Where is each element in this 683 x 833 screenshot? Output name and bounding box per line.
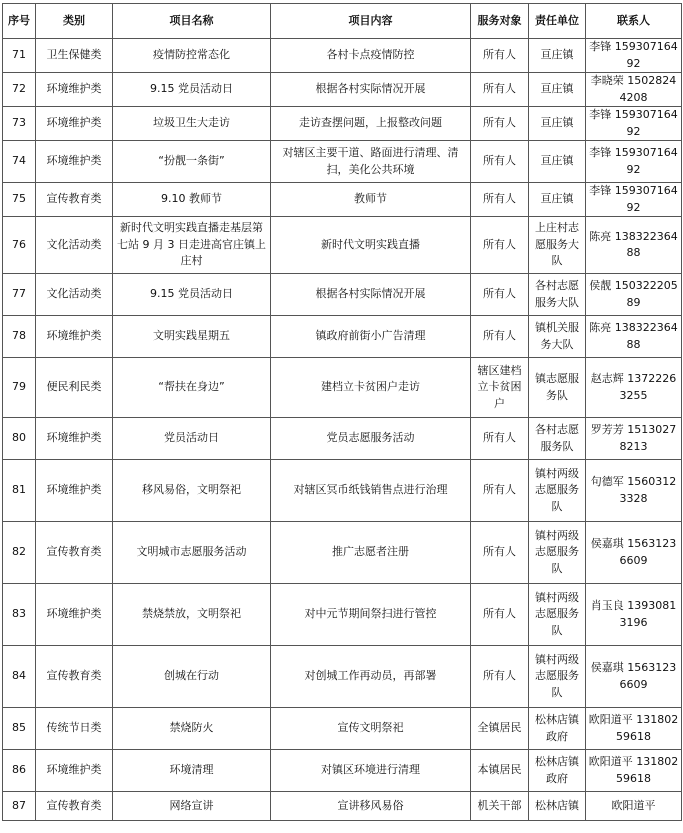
cell-contact: 肖玉良 13930813196 — [586, 584, 682, 646]
cell-service-target: 本镇居民 — [471, 750, 529, 792]
cell-category: 宣传教育类 — [36, 792, 113, 821]
cell-contact: 欧阳道平 13180259618 — [586, 708, 682, 750]
cell-no: 76 — [3, 217, 36, 274]
cell-project-content: 对辖区主要干道、路面进行清理、清扫，美化公共环境 — [271, 141, 471, 183]
cell-no: 85 — [3, 708, 36, 750]
table-row — [3, 750, 682, 792]
cell-no: 78 — [3, 316, 36, 358]
cell-contact: 欧阳道平 — [586, 792, 682, 821]
table-row — [3, 358, 682, 418]
cell-category: 宣传教育类 — [36, 183, 113, 217]
cell-no: 74 — [3, 141, 36, 183]
cell-category: 环境维护类 — [36, 141, 113, 183]
cell-service-target: 所有人 — [471, 274, 529, 316]
cell-contact: 赵志辉 13722263255 — [586, 358, 682, 418]
table-row — [3, 646, 682, 708]
cell-project-name: 9.15 党员活动日 — [113, 73, 271, 107]
table-row — [3, 39, 682, 73]
cell-category: 文化活动类 — [36, 217, 113, 274]
cell-project-name: 垃圾卫生大走访 — [113, 107, 271, 141]
cell-project-name: 禁烧防火 — [113, 708, 271, 750]
cell-contact: 句德军 15603123328 — [586, 460, 682, 522]
cell-project-name: 移风易俗，文明祭祀 — [113, 460, 271, 522]
cell-responsible-unit: 镇村两级志愿服务队 — [529, 460, 586, 522]
cell-contact: 李锋 15930716492 — [586, 107, 682, 141]
table-row — [3, 708, 682, 750]
header-no: 序号 — [3, 4, 36, 39]
table-header-row — [3, 4, 682, 39]
cell-service-target: 所有人 — [471, 73, 529, 107]
cell-service-target: 所有人 — [471, 141, 529, 183]
table-row — [3, 217, 682, 274]
cell-no: 86 — [3, 750, 36, 792]
cell-contact: 侯嘉琪 15631236609 — [586, 646, 682, 708]
cell-no: 73 — [3, 107, 36, 141]
cell-project-content: 新时代文明实践直播 — [271, 217, 471, 274]
cell-project-name: 9.15 党员活动日 — [113, 274, 271, 316]
cell-responsible-unit: 镇村两级志愿服务队 — [529, 646, 586, 708]
cell-responsible-unit: 亘庄镇 — [529, 73, 586, 107]
cell-project-name: “帮扶在身边” — [113, 358, 271, 418]
cell-no: 80 — [3, 418, 36, 460]
cell-contact: 李锋 15930716492 — [586, 183, 682, 217]
table-row — [3, 274, 682, 316]
cell-contact: 李晓荣 15028244208 — [586, 73, 682, 107]
cell-category: 环境维护类 — [36, 107, 113, 141]
cell-contact: 陈亮 13832236488 — [586, 316, 682, 358]
table-row — [3, 107, 682, 141]
cell-service-target: 所有人 — [471, 418, 529, 460]
cell-responsible-unit: 各村志愿服务大队 — [529, 274, 586, 316]
cell-project-content: 宣传文明祭祀 — [271, 708, 471, 750]
cell-responsible-unit: 上庄村志愿服务大队 — [529, 217, 586, 274]
cell-no: 79 — [3, 358, 36, 418]
cell-project-content: 对镇区环境进行清理 — [271, 750, 471, 792]
cell-no: 83 — [3, 584, 36, 646]
header-responsible-unit: 责任单位 — [529, 4, 586, 39]
cell-no: 77 — [3, 274, 36, 316]
cell-service-target: 所有人 — [471, 646, 529, 708]
cell-responsible-unit: 镇村两级志愿服务队 — [529, 522, 586, 584]
cell-project-content: 建档立卡贫困户走访 — [271, 358, 471, 418]
table-row — [3, 316, 682, 358]
table-row — [3, 522, 682, 584]
cell-responsible-unit: 镇志愿服务队 — [529, 358, 586, 418]
table-body — [3, 39, 682, 821]
cell-project-name: 创城在行动 — [113, 646, 271, 708]
cell-category: 环境维护类 — [36, 460, 113, 522]
cell-project-name: “扮靓一条街” — [113, 141, 271, 183]
cell-service-target: 所有人 — [471, 39, 529, 73]
table-row — [3, 792, 682, 821]
cell-project-name: 环境清理 — [113, 750, 271, 792]
cell-project-name: 新时代文明实践直播走基层第七站 9 月 3 日走进高官庄镇上庄村 — [113, 217, 271, 274]
header-project-content: 项目内容 — [271, 4, 471, 39]
cell-service-target: 所有人 — [471, 460, 529, 522]
cell-project-content: 根据各村实际情况开展 — [271, 274, 471, 316]
cell-project-content: 教师节 — [271, 183, 471, 217]
cell-contact: 李锋 15930716492 — [586, 39, 682, 73]
cell-service-target: 所有人 — [471, 522, 529, 584]
cell-service-target: 所有人 — [471, 183, 529, 217]
cell-service-target: 全镇居民 — [471, 708, 529, 750]
cell-project-content: 各村卡点疫情防控 — [271, 39, 471, 73]
cell-responsible-unit: 镇机关服务大队 — [529, 316, 586, 358]
cell-project-content: 宣讲移风易俗 — [271, 792, 471, 821]
cell-project-content: 对中元节期间祭扫进行管控 — [271, 584, 471, 646]
cell-contact: 侯靓 15032220589 — [586, 274, 682, 316]
cell-responsible-unit: 各村志愿服务队 — [529, 418, 586, 460]
cell-contact: 罗芳芳 15130278213 — [586, 418, 682, 460]
cell-responsible-unit: 松林店镇政府 — [529, 708, 586, 750]
cell-service-target: 所有人 — [471, 584, 529, 646]
cell-responsible-unit: 松林店镇政府 — [529, 750, 586, 792]
cell-category: 环境维护类 — [36, 73, 113, 107]
cell-responsible-unit: 镇村两级志愿服务队 — [529, 584, 586, 646]
cell-contact: 欧阳道平 13180259618 — [586, 750, 682, 792]
cell-no: 87 — [3, 792, 36, 821]
cell-project-content: 对创城工作再动员，再部署 — [271, 646, 471, 708]
header-contact: 联系人 — [586, 4, 682, 39]
cell-project-content: 对辖区冥币纸钱销售点进行治理 — [271, 460, 471, 522]
cell-project-content: 推广志愿者注册 — [271, 522, 471, 584]
cell-project-content: 党员志愿服务活动 — [271, 418, 471, 460]
cell-no: 81 — [3, 460, 36, 522]
cell-project-content: 根据各村实际情况开展 — [271, 73, 471, 107]
table-row — [3, 73, 682, 107]
table-row — [3, 584, 682, 646]
cell-category: 环境维护类 — [36, 418, 113, 460]
cell-category: 卫生保健类 — [36, 39, 113, 73]
cell-no: 82 — [3, 522, 36, 584]
header-service-target: 服务对象 — [471, 4, 529, 39]
cell-project-content: 走访查摆问题，上报整改问题 — [271, 107, 471, 141]
cell-category: 文化活动类 — [36, 274, 113, 316]
cell-project-name: 党员活动日 — [113, 418, 271, 460]
cell-category: 便民利民类 — [36, 358, 113, 418]
cell-category: 宣传教育类 — [36, 522, 113, 584]
cell-responsible-unit: 亘庄镇 — [529, 39, 586, 73]
cell-project-name: 网络宣讲 — [113, 792, 271, 821]
cell-service-target: 所有人 — [471, 217, 529, 274]
cell-project-name: 文明实践星期五 — [113, 316, 271, 358]
cell-category: 环境维护类 — [36, 584, 113, 646]
header-category: 类别 — [36, 4, 113, 39]
cell-contact: 李锋 15930716492 — [586, 141, 682, 183]
cell-category: 传统节日类 — [36, 708, 113, 750]
cell-service-target: 辖区建档立卡贫困户 — [471, 358, 529, 418]
header-project-name: 项目名称 — [113, 4, 271, 39]
service-project-table — [2, 3, 682, 821]
cell-no: 75 — [3, 183, 36, 217]
table-row — [3, 418, 682, 460]
cell-project-content: 镇政府前街小广告清理 — [271, 316, 471, 358]
cell-responsible-unit: 亘庄镇 — [529, 183, 586, 217]
cell-contact: 陈亮 13832236488 — [586, 217, 682, 274]
cell-contact: 侯嘉琪 15631236609 — [586, 522, 682, 584]
cell-project-name: 文明城市志愿服务活动 — [113, 522, 271, 584]
cell-project-name: 疫情防控常态化 — [113, 39, 271, 73]
cell-project-name: 禁烧禁放，文明祭祀 — [113, 584, 271, 646]
cell-service-target: 机关干部 — [471, 792, 529, 821]
table-row — [3, 460, 682, 522]
table-row — [3, 141, 682, 183]
cell-category: 宣传教育类 — [36, 646, 113, 708]
cell-service-target: 所有人 — [471, 107, 529, 141]
cell-no: 84 — [3, 646, 36, 708]
cell-responsible-unit: 松林店镇 — [529, 792, 586, 821]
cell-responsible-unit: 亘庄镇 — [529, 107, 586, 141]
cell-project-name: 9.10 教师节 — [113, 183, 271, 217]
cell-no: 71 — [3, 39, 36, 73]
cell-category: 环境维护类 — [36, 750, 113, 792]
table-row — [3, 183, 682, 217]
cell-category: 环境维护类 — [36, 316, 113, 358]
cell-service-target: 所有人 — [471, 316, 529, 358]
cell-responsible-unit: 亘庄镇 — [529, 141, 586, 183]
cell-no: 72 — [3, 73, 36, 107]
